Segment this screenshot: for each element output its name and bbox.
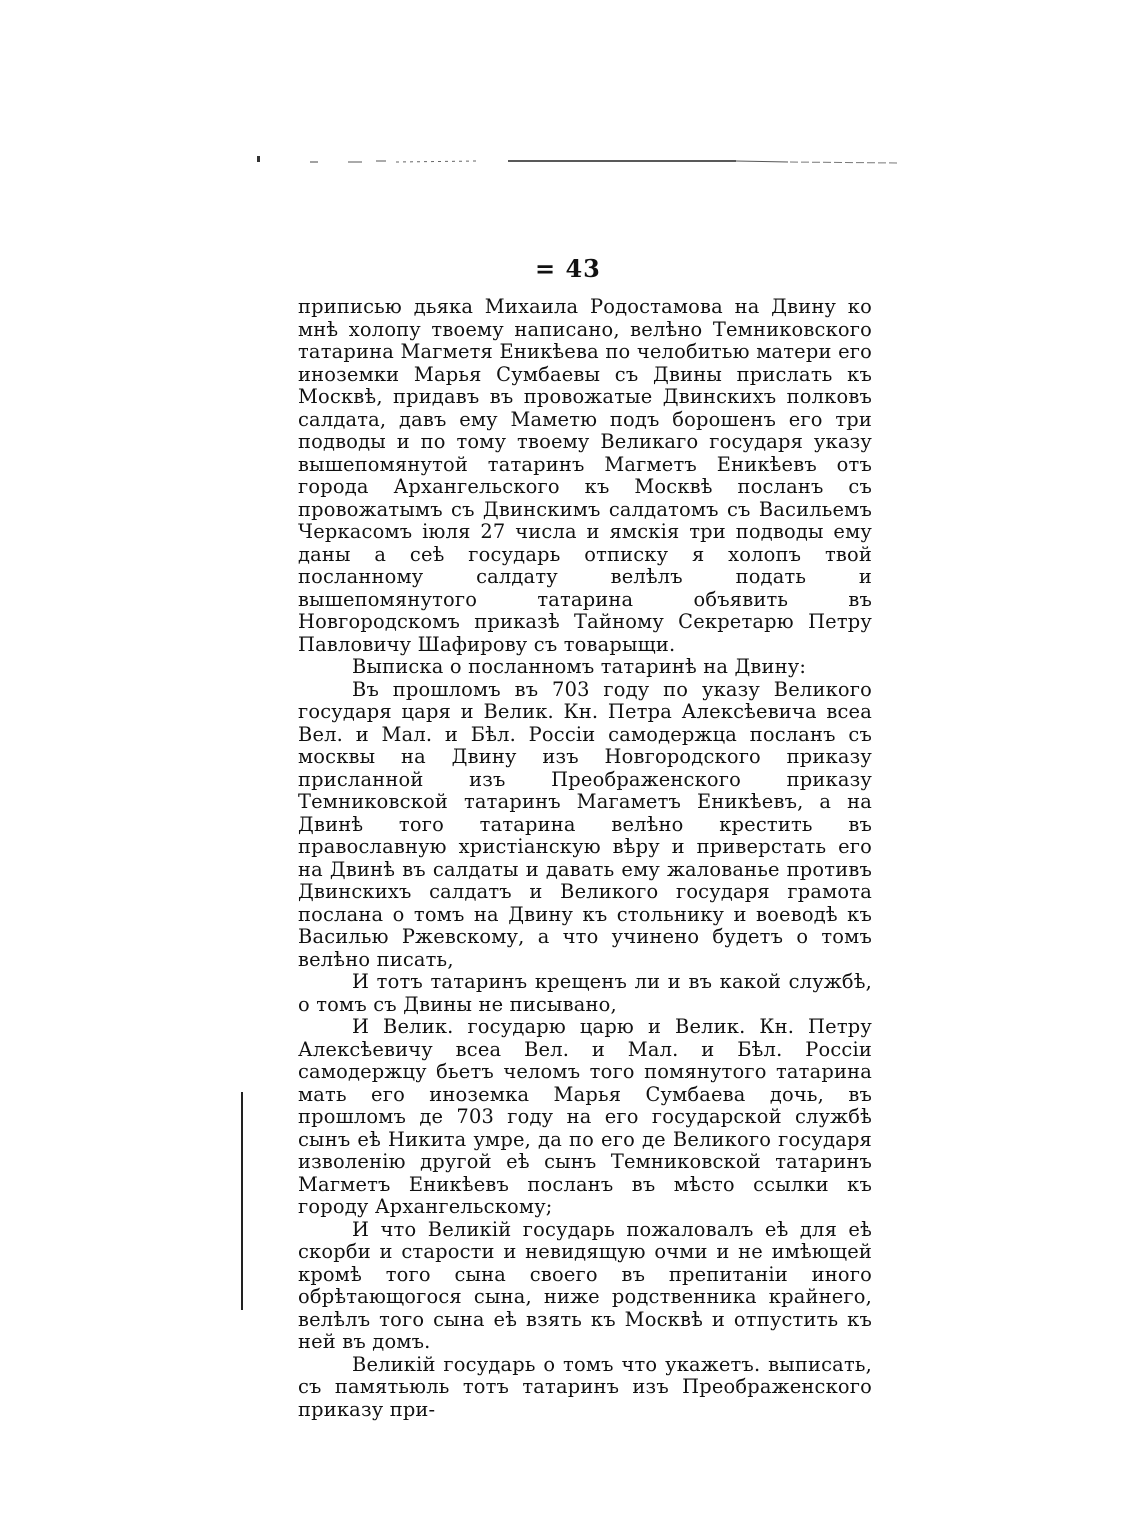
body-text xyxy=(298,296,872,1421)
paragraph: Великій государь о томъ что укажетъ. выписать, съ памятьюль тотъ татаринъ изъ Преображенского приказу при- xyxy=(298,1352,872,1421)
page-number: = 43 xyxy=(535,254,601,283)
paragraph: И Велик. государю царю и Велик. Кн. Петру Алексѣевичу всеа Вел. и Мал. и Бѣл. Россіи самодержцу бьетъ челомъ того помянутого татарина мать его иноземка Марья Сумбаева дочь, въ прошломъ де 703 году на его государской службѣ сынъ еѣ Никита умре, да по его де Великого государя изволенію другой еѣ сынъ Темниковской татаринъ Магметъ Еникѣевъ посланъ въ мѣсто ссылки къ городу Архангельскому; xyxy=(298,1015,872,1218)
paragraph: Въ прошломъ въ 703 году по указу Великого государя царя и Велик. Кн. Петра Алексѣевича всеа Вел. и Мал. и Бѣл. Россіи самодержца посланъ съ москвы на Двину изъ Новгородского приказу присланной изъ Преображенского приказу Темниковской татаринъ Магаметъ Еникѣевъ, а на Двинѣ того татарина велѣно крестить въ православную христіанскую вѣру и приверстать его на Двинѣ въ салдаты и давать ему жалованье противъ Двинскихъ салдатъ и Великого государя грамота послана о томъ на Двину къ стольнику и воеводѣ къ Василью Ржевскому, а что учинено будетъ о томъ велѣно писать, xyxy=(298,677,872,971)
paragraph: И тотъ татаринъ крещенъ ли и въ какой службѣ, о томъ съ Двины не писывано, xyxy=(298,970,872,1016)
paragraph: приписью дьяка Михаила Родостамова на Двину ко мнѣ холопу твоему написано, велѣно Темниковского татарина Магметя Еникѣева по челобитью матери его иноземки Марья Сумбаевы съ Двины прислать къ Москвѣ, придавъ въ провожатые Двинскихъ полковъ салдата, давъ ему Маметю подъ борошенъ его три подводы и по тому твоему Великаго государя указу вышепомянутой татаринъ Магметъ Еникѣевъ отъ города Архангельского къ Москвѣ посланъ съ провожатымъ съ Двинскимъ салдатомъ съ Васильемъ Черкасомъ іюля 27 числа и ямскія три подводы ему даны а сеѣ государь отписку я холопъ твой посланному салдату велѣлъ подать и вышепомянутого татарина объявить въ Новгородскомъ приказѣ Тайному Секретарю Петру Павловичу Шафирову съ товарыщи. xyxy=(298,295,872,656)
paragraph: И что Великій государь пожаловалъ еѣ для еѣ скорби и старости и невидящую очми и не имѣющей кромѣ того сына своего въ препитаніи иного обрѣтающогося сына, ниже родственника крайнего, велѣлъ того сына еѣ взять къ Москвѣ и отпустить къ ней въ домъ. xyxy=(298,1217,872,1353)
header-rule xyxy=(258,158,898,168)
paragraph: Выписка о посланномъ татаринѣ на Двину: xyxy=(352,655,807,678)
margin-rule xyxy=(241,1092,243,1310)
